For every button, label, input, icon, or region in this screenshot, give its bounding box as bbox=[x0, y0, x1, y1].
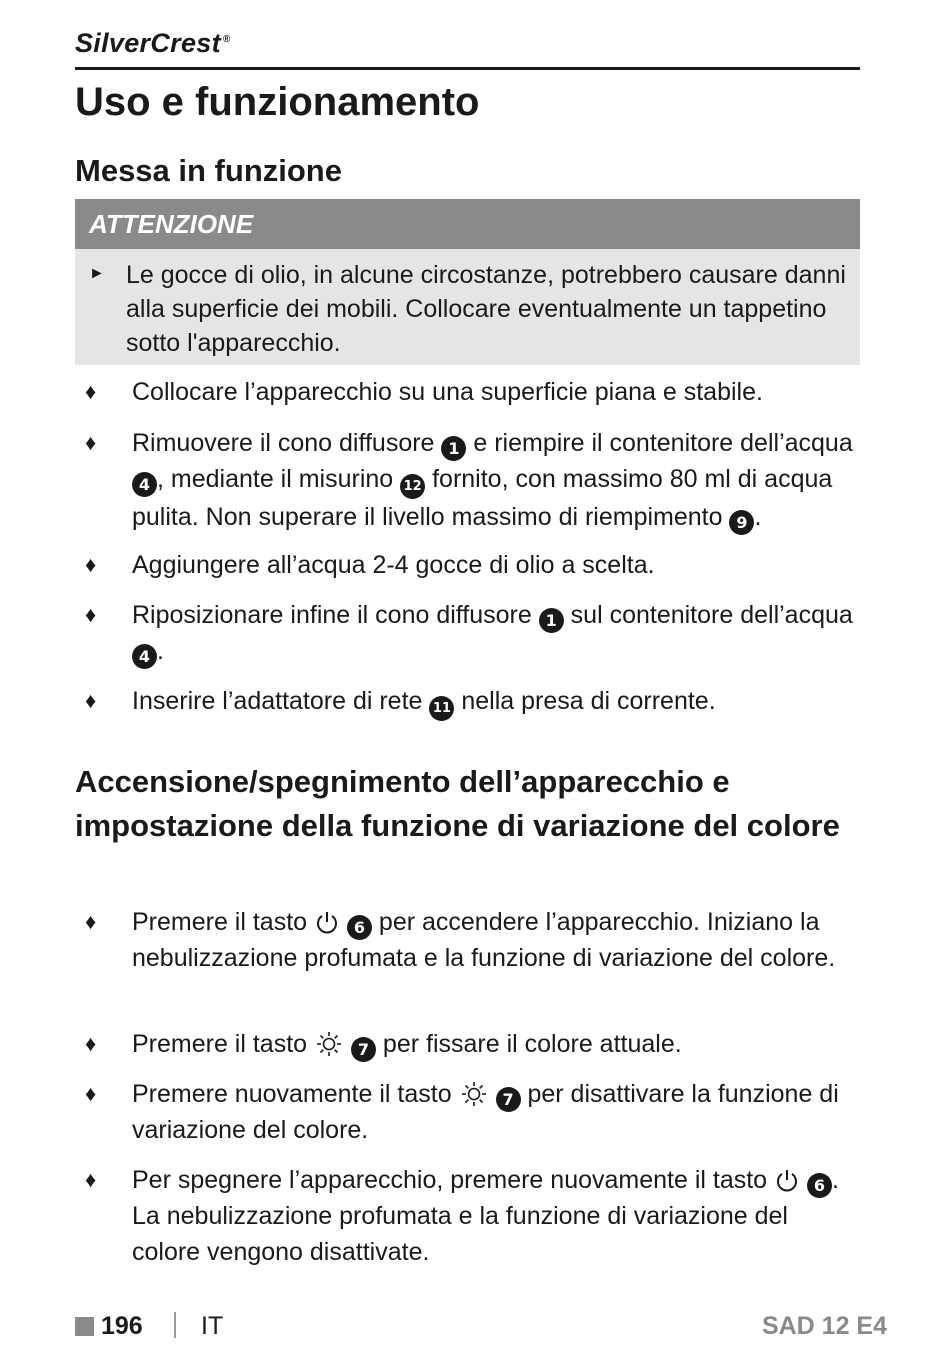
part-number-badge: 7 bbox=[351, 1037, 376, 1062]
part-number-badge: 11 bbox=[429, 696, 454, 721]
part-number-badge: 6 bbox=[807, 1173, 832, 1198]
item-text: fornito, con massimo 80 ml di acqua pulita. Non superare il livello massimo di riempimento bbox=[132, 465, 833, 531]
item-text: Inserire l’adattatore di rete bbox=[132, 687, 430, 715]
list-item bbox=[75, 425, 860, 535]
item-text: Aggiungere all’acqua 2-4 gocce di olio a scelta. bbox=[132, 551, 655, 579]
header-rule bbox=[75, 67, 860, 70]
footer-divider bbox=[174, 1312, 176, 1338]
brand-logo bbox=[75, 28, 231, 59]
item-text: Premere il tasto bbox=[132, 1030, 315, 1058]
registered-mark: ® bbox=[222, 34, 231, 45]
part-number-badge: 9 bbox=[729, 510, 754, 535]
item-text: Per spegnere l’apparecchio, premere nuovamente il tasto bbox=[132, 1166, 775, 1194]
item-text: sul contenitore dell’acqua bbox=[563, 601, 853, 629]
diamond-bullet-icon: ♦ bbox=[85, 1081, 97, 1106]
light-icon bbox=[314, 1031, 344, 1057]
list-item bbox=[75, 904, 860, 976]
warning-header bbox=[75, 199, 860, 249]
page-footer bbox=[75, 1310, 887, 1344]
warning-text: Le gocce di olio, in alcune circostanze, potrebbero causare danni alla superficie dei mobili. Collocare eventualmente un tappetino sotto l'apparecchio. bbox=[126, 261, 846, 357]
item-text: Rimuovere il cono diffusore bbox=[132, 429, 442, 457]
item-text: Riposizionare infine il cono diffusore bbox=[132, 601, 539, 629]
list-item bbox=[75, 547, 860, 583]
list-item bbox=[75, 1162, 860, 1270]
light-icon bbox=[459, 1081, 489, 1107]
item-text: per accendere l’apparecchio. Iniziano la nebulizzazione profumata e la funzione di variazione del colore. bbox=[132, 908, 836, 972]
item-text: nella presa di corrente. bbox=[454, 687, 716, 715]
item-text: per disattivare la funzione di variazione del colore. bbox=[132, 1080, 839, 1144]
list-item bbox=[75, 1026, 860, 1062]
item-text: Premere il tasto bbox=[132, 908, 315, 936]
part-number-badge: 1 bbox=[539, 608, 564, 633]
item-text: per fissare il colore attuale. bbox=[375, 1030, 682, 1058]
diamond-bullet-icon: ♦ bbox=[85, 552, 97, 577]
part-number-badge: 12 bbox=[400, 474, 425, 499]
warning-box bbox=[75, 249, 860, 365]
part-number-badge: 1 bbox=[441, 436, 466, 461]
diamond-bullet-icon: ♦ bbox=[85, 1031, 97, 1056]
page-title: Uso e funzionamento bbox=[75, 80, 480, 124]
item-text: . La nebulizzazione profumata e la funzione di variazione del colore vengono disattivate. bbox=[132, 1166, 839, 1266]
diamond-bullet-icon: ♦ bbox=[85, 909, 97, 934]
arrow-icon: ► bbox=[89, 265, 105, 282]
brand-name: SilverCrest bbox=[75, 28, 221, 58]
warning-label: ATTENZIONE bbox=[89, 209, 254, 239]
list-item bbox=[75, 1076, 860, 1148]
item-text: Premere nuovamente il tasto bbox=[132, 1080, 459, 1108]
list-item bbox=[75, 597, 860, 669]
power-icon bbox=[774, 1167, 800, 1193]
item-text: . bbox=[754, 503, 762, 531]
power-icon bbox=[314, 909, 340, 935]
list-item bbox=[75, 374, 860, 410]
page-number: 196 bbox=[101, 1312, 143, 1340]
model-number: SAD 12 E4 bbox=[761, 1312, 887, 1340]
language-code: IT bbox=[201, 1312, 224, 1340]
part-number-badge: 4 bbox=[132, 472, 157, 497]
item-text: , mediante il misurino bbox=[157, 465, 401, 493]
list-item bbox=[75, 683, 860, 721]
part-number-badge: 6 bbox=[347, 915, 372, 940]
part-number-badge: 4 bbox=[132, 644, 157, 669]
item-text: . bbox=[157, 637, 164, 665]
section-heading-messa-in-funzione: Messa in funzione bbox=[75, 153, 342, 188]
item-text: Collocare l’apparecchio su una superficie piana e stabile. bbox=[132, 378, 763, 406]
diamond-bullet-icon: ♦ bbox=[85, 602, 97, 627]
diamond-bullet-icon: ♦ bbox=[85, 430, 97, 455]
part-number-badge: 7 bbox=[496, 1087, 521, 1112]
square-marker-icon bbox=[75, 1317, 94, 1336]
diamond-bullet-icon: ♦ bbox=[85, 688, 97, 713]
diamond-bullet-icon: ♦ bbox=[85, 1167, 97, 1192]
diamond-bullet-icon: ♦ bbox=[85, 379, 97, 404]
section-heading-accensione: Accensione/spegnimento dell’apparecchio e impostazione della funzione di variazione del colore bbox=[75, 764, 840, 843]
manual-page bbox=[75, 0, 887, 1365]
item-text: e riempire il contenitore dell’acqua bbox=[466, 429, 853, 457]
